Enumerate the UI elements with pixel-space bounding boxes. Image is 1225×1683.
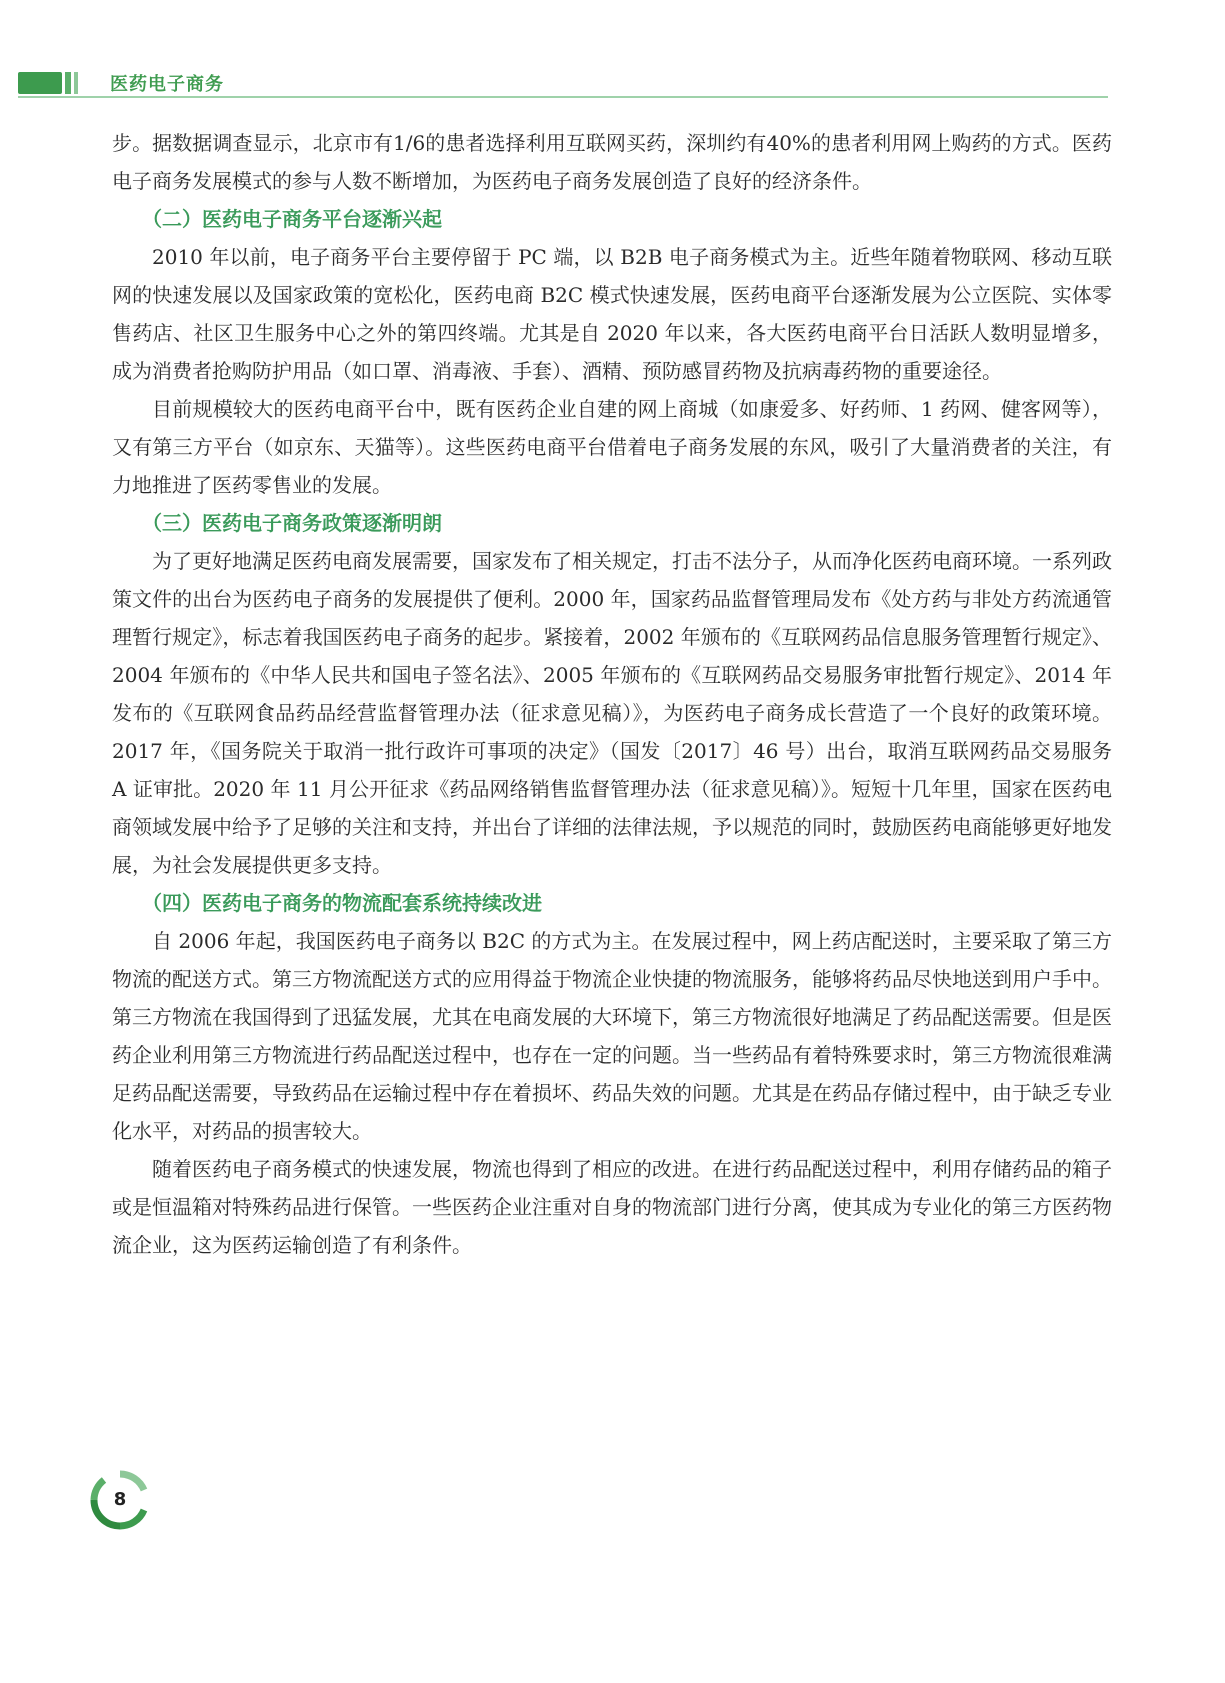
paragraph: 2010 年以前，电子商务平台主要停留于 PC 端，以 B2B 电子商务模式为主。近些年随着物联网、移动互联网的快速发展以及国家政策的宽松化，医药电商 B2C 模式快速发展，医药电商平台逐渐发展为公立医院、实体零售药店、社区卫生服务中心之外的第四终端。尤其是自 2020 年以来，各大医药电商平台日活跃人数明显增多，成为消费者抢购防护用品（如口罩、消毒液、手套）、酒精、预防感冒药物及抗病毒药物的重要途径。 xyxy=(112,245,1112,383)
section-heading-4: （四）医药电子商务的物流配套系统持续改进 xyxy=(142,891,542,915)
header-accent-stripe xyxy=(65,72,71,94)
header-accent-bar xyxy=(18,72,62,94)
page-header xyxy=(18,66,1108,98)
page-footer xyxy=(90,1470,150,1530)
section-heading-3: （三）医药电子商务政策逐渐明朗 xyxy=(142,511,442,535)
running-header-title: 医药电子商务 xyxy=(110,74,224,95)
header-rule xyxy=(18,96,1108,98)
page-number: 8 xyxy=(113,1489,127,1510)
paragraph: 目前规模较大的医药电商平台中，既有医药企业自建的网上商城（如康爱多、好药师、1 药网、健客网等），又有第三方平台（如京东、天猫等）。这些医药电商平台借着电子商务发展的东风，吸引了大量消费者的关注，有力地推进了医药零售业的发展。 xyxy=(112,397,1112,497)
paragraph-continued: 步。据数据调查显示，北京市有1/6的患者选择利用互联网买药，深圳约有40%的患者利用网上购药的方式。医药电子商务发展模式的参与人数不断增加，为医药电子商务发展创造了良好的经济条件。 xyxy=(112,131,1112,193)
paragraph: 为了更好地满足医药电商发展需要，国家发布了相关规定，打击不法分子，从而净化医药电商环境。一系列政策文件的出台为医药电子商务的发展提供了便利。2000 年，国家药品监督管理局发布《处方药与非处方药流通管理暂行规定》，标志着我国医药电子商务的起步。紧接着，2002 年颁布的《互联网药品信息服务管理暂行规定》、2004 年颁布的《中华人民共和国电子签名法》、2005 年颁布的《互联网药品交易服务审批暂行规定》、2014 年发布的《互联网食品药品经营监督管理办法（征求意见稿）》，为医药电子商务成长营造了一个良好的政策环境。2017 年，《国务院关于取消一批行政许可事项的决定》（国发〔2017〕46 号）出台，取消互联网药品交易服务 A 证审批。2020 年 11 月公开征求《药品网络销售监督管理办法（征求意见稿）》。短短十几年里，国家在医药电商领域发展中给予了足够的关注和支持，并出台了详细的法律法规，予以规范的同时，鼓励医药电商能够更好地发展，为社会发展提供更多支持。 xyxy=(112,549,1112,877)
paragraph: 自 2006 年起，我国医药电子商务以 B2C 的方式为主。在发展过程中，网上药店配送时，主要采取了第三方物流的配送方式。第三方物流配送方式的应用得益于物流企业快捷的物流服务，能够将药品尽快地送到用户手中。第三方物流在我国得到了迅猛发展，尤其在电商发展的大环境下，第三方物流很好地满足了药品配送需要。但是医药企业利用第三方物流进行药品配送过程中，也存在一定的问题。当一些药品有着特殊要求时，第三方物流很难满足药品配送需要，导致药品在运输过程中存在着损坏、药品失效的问题。尤其是在药品存储过程中，由于缺乏专业化水平，对药品的损害较大。 xyxy=(112,929,1112,1143)
paragraph: 随着医药电子商务模式的快速发展，物流也得到了相应的改进。在进行药品配送过程中，利用存储药品的箱子或是恒温箱对特殊药品进行保管。一些医药企业注重对自身的物流部门进行分离，使其成为专业化的第三方医药物流企业，这为医药运输创造了有利条件。 xyxy=(112,1157,1112,1257)
header-accent-stripe-light xyxy=(74,72,78,94)
section-heading-2: （二）医药电子商务平台逐渐兴起 xyxy=(142,207,442,231)
page-body xyxy=(112,124,1112,1264)
